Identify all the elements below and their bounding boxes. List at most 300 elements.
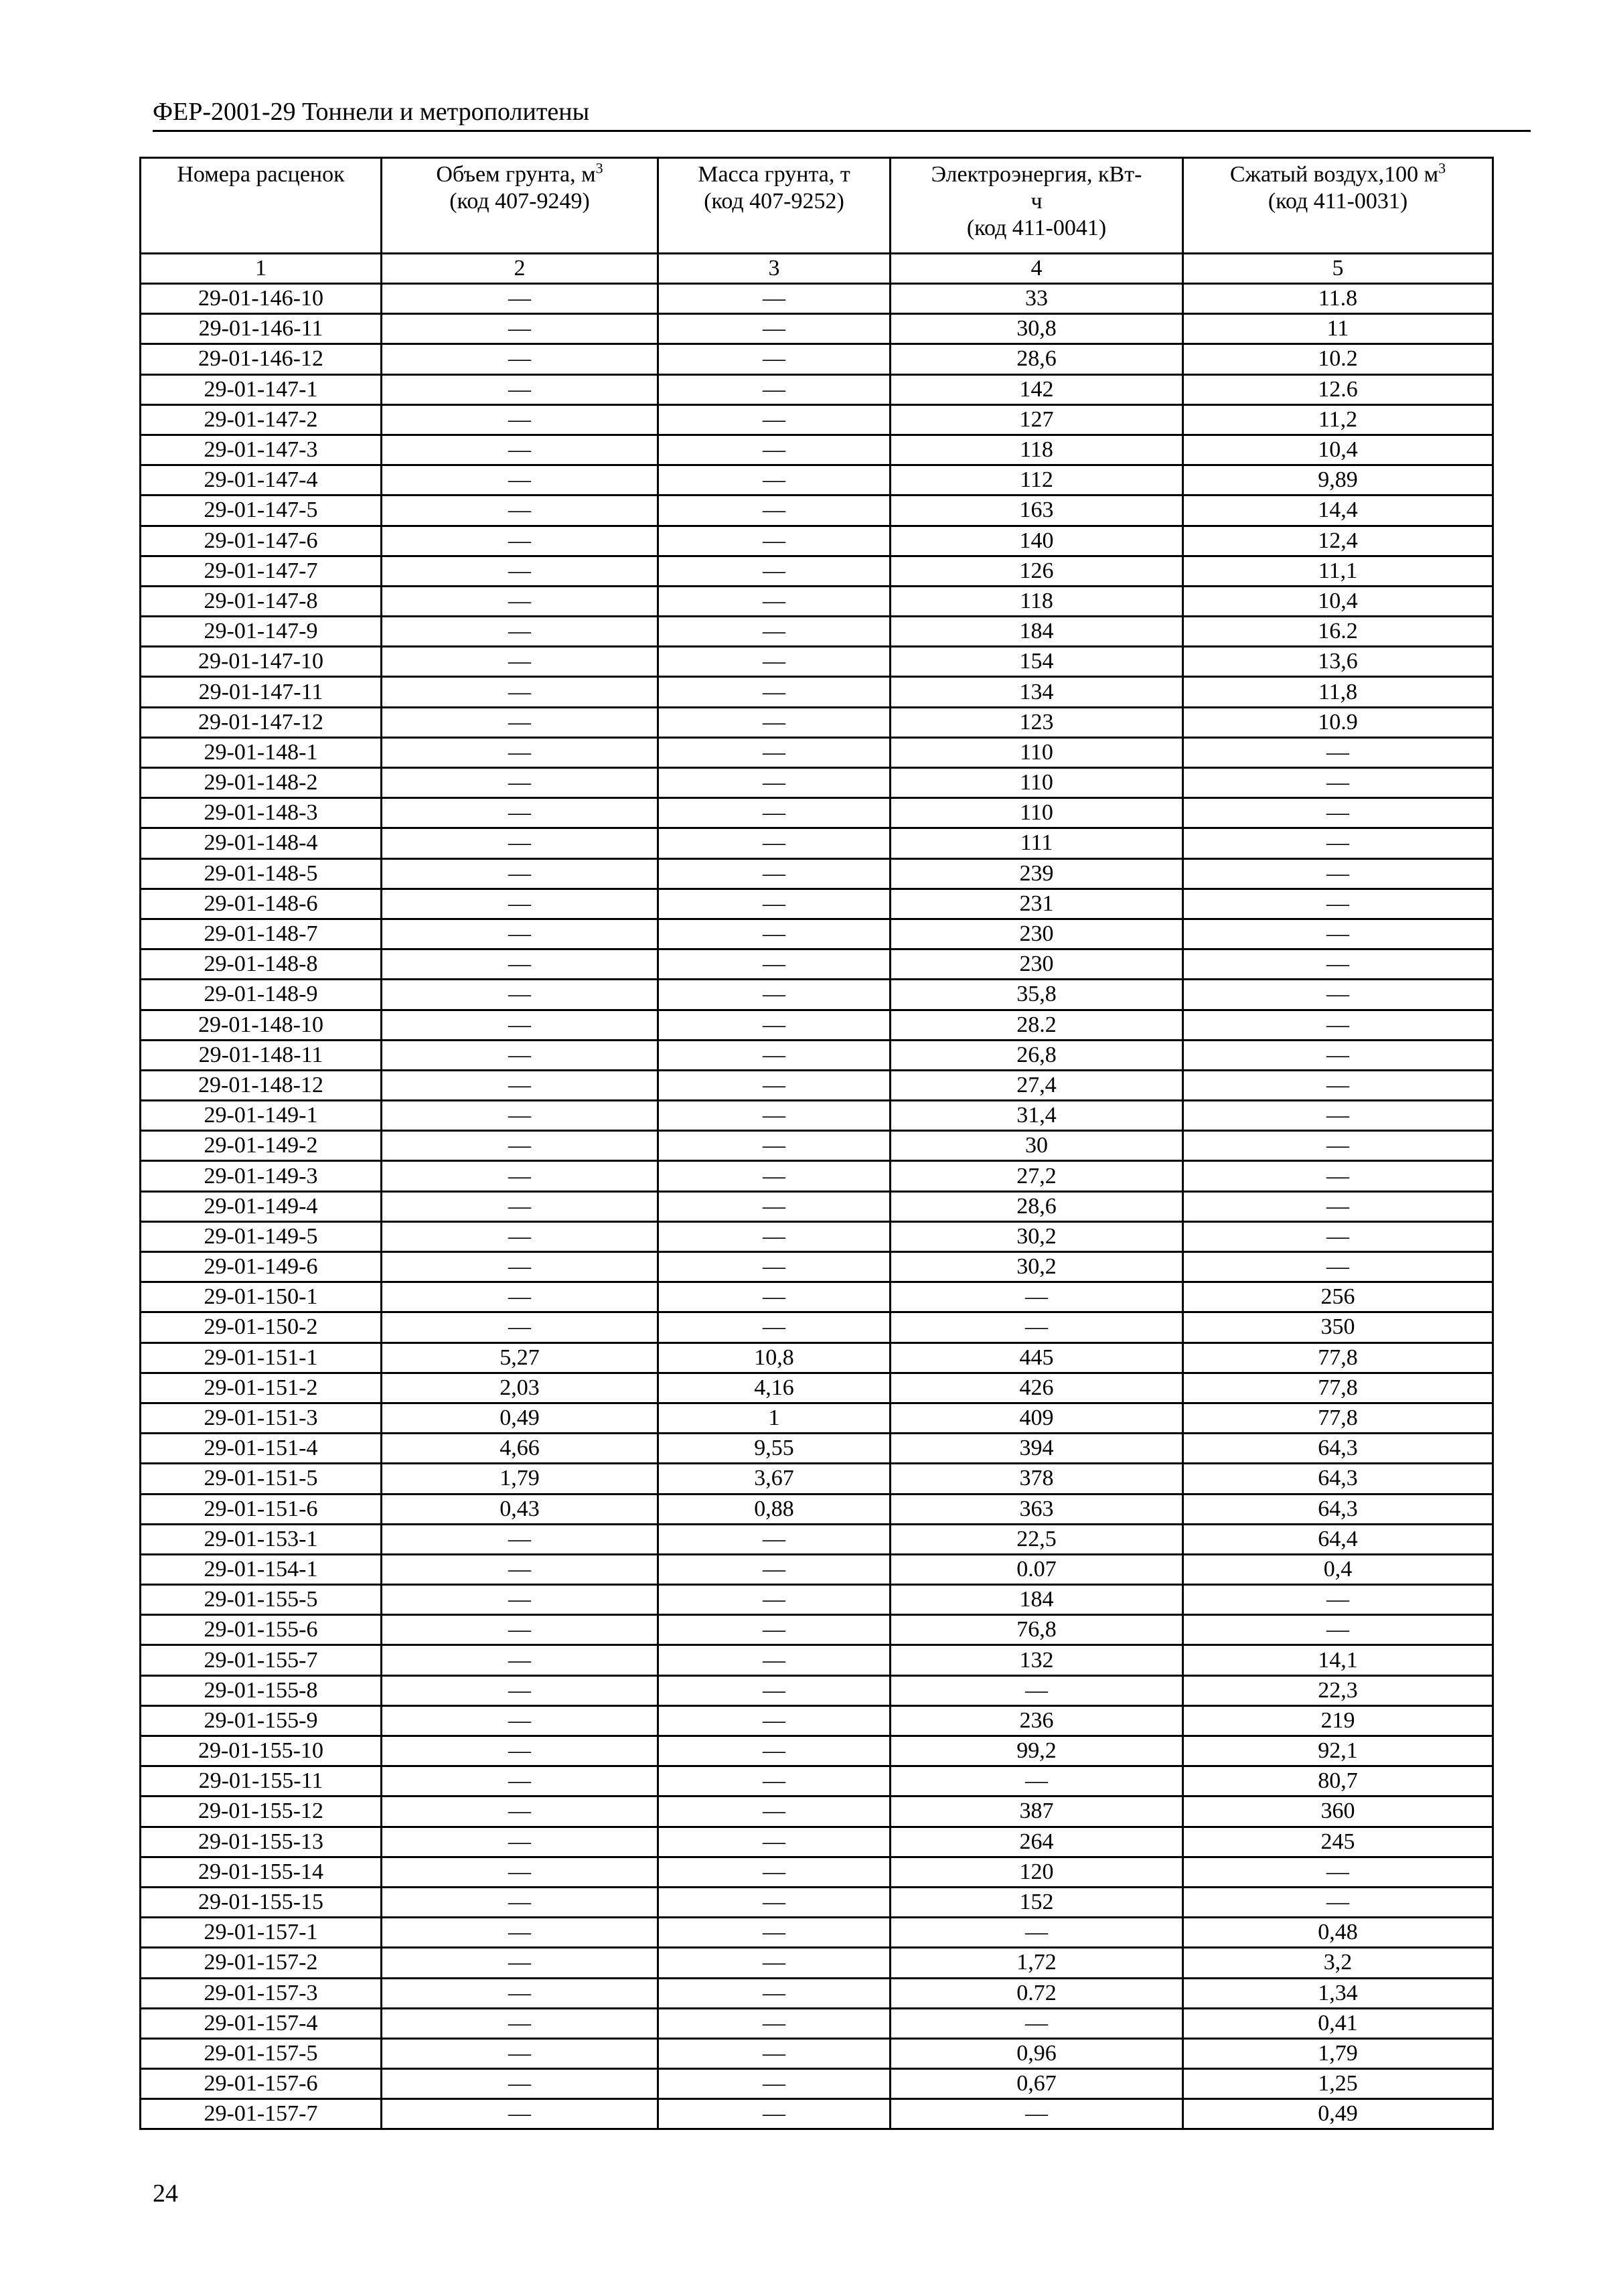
rate-number-cell: 29-01-149-6: [141, 1252, 382, 1282]
table-cell: —: [1183, 768, 1493, 798]
table-cell: —: [382, 647, 658, 677]
rate-number-cell: 29-01-154-1: [141, 1554, 382, 1584]
rate-number-cell: 29-01-155-14: [141, 1857, 382, 1887]
rate-number-cell: 29-01-147-6: [141, 526, 382, 556]
rate-number-cell: 29-01-148-11: [141, 1040, 382, 1070]
table-cell: 10.9: [1183, 707, 1493, 737]
table-row: [141, 1010, 1493, 1040]
table-cell: —: [382, 1736, 658, 1766]
table-cell: 77,8: [1183, 1373, 1493, 1403]
table-body: [141, 284, 1493, 2129]
table-cell: —: [891, 1282, 1183, 1312]
table-cell: —: [382, 586, 658, 616]
rate-number-cell: 29-01-149-5: [141, 1221, 382, 1251]
table-cell: —: [658, 1887, 891, 1917]
table-row: [141, 1434, 1493, 1464]
rate-number-cell: 29-01-149-2: [141, 1131, 382, 1161]
rate-number-cell: 29-01-147-7: [141, 556, 382, 586]
rate-number-cell: 29-01-155-5: [141, 1585, 382, 1615]
table-cell: —: [1183, 1131, 1493, 1161]
table-cell: —: [658, 435, 891, 465]
rate-number-cell: 29-01-149-1: [141, 1101, 382, 1131]
rate-number-cell: 29-01-147-12: [141, 707, 382, 737]
table-row: [141, 828, 1493, 858]
table-cell: —: [658, 404, 891, 435]
table-row: [141, 1403, 1493, 1433]
table-cell: 76,8: [891, 1615, 1183, 1645]
table-row: [141, 2008, 1493, 2038]
table-cell: 1,72: [891, 1948, 1183, 1978]
table-cell: —: [382, 1161, 658, 1191]
table-cell: —: [1183, 1040, 1493, 1070]
rate-number-cell: 29-01-155-11: [141, 1766, 382, 1796]
table-cell: —: [658, 798, 891, 828]
table-row: [141, 1161, 1493, 1191]
table-cell: —: [1183, 1585, 1493, 1615]
rate-number-cell: 29-01-150-2: [141, 1312, 382, 1343]
table-row: [141, 284, 1493, 314]
table-cell: 0,49: [1183, 2099, 1493, 2129]
table-cell: —: [1183, 858, 1493, 889]
header-line: (код 407-9252): [704, 189, 844, 214]
table-cell: —: [1183, 1070, 1493, 1100]
table-cell: 3,67: [658, 1464, 891, 1494]
table-cell: 11,1: [1183, 556, 1493, 586]
table-cell: —: [1183, 949, 1493, 980]
table-cell: 110: [891, 737, 1183, 767]
table-cell: —: [382, 889, 658, 919]
table-cell: —: [658, 374, 891, 404]
table-row: [141, 1494, 1493, 1524]
table-cell: —: [382, 2099, 658, 2129]
table-row: [141, 314, 1493, 344]
table-cell: —: [1183, 1615, 1493, 1645]
rate-number-cell: 29-01-148-5: [141, 858, 382, 889]
header-line: ч: [1030, 189, 1043, 214]
table-row: [141, 1615, 1493, 1645]
document-title: ФЕР-2001-29 Тоннели и метрополитены: [153, 98, 590, 126]
table-row: [141, 1645, 1493, 1675]
table-cell: 264: [891, 1827, 1183, 1857]
table-cell: —: [1183, 828, 1493, 858]
table-cell: —: [382, 1948, 658, 1978]
rate-number-cell: 29-01-148-12: [141, 1070, 382, 1100]
header-line: Номера расценок: [177, 162, 345, 187]
table-cell: 14,4: [1183, 495, 1493, 526]
rate-number-cell: 29-01-147-11: [141, 677, 382, 707]
table-cell: 30: [891, 1131, 1183, 1161]
table-row: [141, 1343, 1493, 1373]
table-cell: —: [382, 495, 658, 526]
table-cell: —: [1183, 919, 1493, 949]
rate-number-cell: 29-01-148-2: [141, 768, 382, 798]
table-cell: 445: [891, 1343, 1183, 1373]
table-cell: —: [382, 1796, 658, 1827]
table-cell: 142: [891, 374, 1183, 404]
table-cell: 126: [891, 556, 1183, 586]
column-number: 5: [1183, 254, 1493, 284]
table-cell: —: [382, 1887, 658, 1917]
table-cell: —: [891, 1675, 1183, 1705]
table-cell: 163: [891, 495, 1183, 526]
table-row: [141, 617, 1493, 647]
table-cell: —: [382, 707, 658, 737]
table-cell: —: [382, 1010, 658, 1040]
table-cell: 0,41: [1183, 2008, 1493, 2038]
rate-number-cell: 29-01-151-6: [141, 1494, 382, 1524]
table-cell: 0,48: [1183, 1918, 1493, 1948]
table-cell: 1: [658, 1403, 891, 1433]
rate-number-cell: 29-01-147-1: [141, 374, 382, 404]
table-cell: 111: [891, 828, 1183, 858]
table-cell: 350: [1183, 1312, 1493, 1343]
table-cell: —: [382, 737, 658, 767]
table-row: [141, 2069, 1493, 2099]
table-cell: 27,4: [891, 1070, 1183, 1100]
table-cell: 30,8: [891, 314, 1183, 344]
table-cell: —: [382, 1252, 658, 1282]
table-cell: 127: [891, 404, 1183, 435]
table-cell: —: [382, 2038, 658, 2068]
table-cell: 10.2: [1183, 344, 1493, 374]
table-row: [141, 949, 1493, 980]
table-cell: 236: [891, 1705, 1183, 1736]
table-cell: —: [1183, 1857, 1493, 1887]
table-cell: —: [658, 707, 891, 737]
table-cell: —: [382, 314, 658, 344]
rate-number-cell: 29-01-157-5: [141, 2038, 382, 2068]
table-row: [141, 1705, 1493, 1736]
rate-number-cell: 29-01-157-3: [141, 1978, 382, 2008]
table-cell: —: [1183, 798, 1493, 828]
table-cell: —: [658, 647, 891, 677]
rate-number-cell: 29-01-155-9: [141, 1705, 382, 1736]
table-cell: 0.07: [891, 1554, 1183, 1584]
rate-number-cell: 29-01-155-10: [141, 1736, 382, 1766]
table-cell: 9,89: [1183, 465, 1493, 495]
table-cell: 0,67: [891, 2069, 1183, 2099]
table-cell: —: [1183, 1010, 1493, 1040]
table-cell: —: [1183, 1887, 1493, 1917]
table-cell: —: [658, 344, 891, 374]
column-header-rate-numbers: [141, 158, 382, 254]
table-cell: —: [658, 1736, 891, 1766]
rate-number-cell: 29-01-155-7: [141, 1645, 382, 1675]
table-row: [141, 586, 1493, 616]
table-cell: 31,4: [891, 1101, 1183, 1131]
table-cell: 2,03: [382, 1373, 658, 1403]
table-cell: 0.72: [891, 1978, 1183, 2008]
table-cell: 0,4: [1183, 1554, 1493, 1584]
rate-number-cell: 29-01-146-12: [141, 344, 382, 374]
table-cell: —: [382, 1070, 658, 1100]
column-number-row: [141, 254, 1493, 284]
table-row: [141, 1675, 1493, 1705]
rate-number-cell: 29-01-146-11: [141, 314, 382, 344]
table-cell: 118: [891, 586, 1183, 616]
table-cell: —: [382, 1131, 658, 1161]
table-row: [141, 1766, 1493, 1796]
table-cell: 28.2: [891, 1010, 1183, 1040]
table-cell: —: [891, 2008, 1183, 2038]
table-row: [141, 1827, 1493, 1857]
table-cell: —: [382, 435, 658, 465]
table-cell: 0,96: [891, 2038, 1183, 2068]
table-cell: —: [658, 1070, 891, 1100]
table-row: [141, 677, 1493, 707]
table-cell: —: [658, 1101, 891, 1131]
table-cell: —: [658, 1766, 891, 1796]
table-row: [141, 919, 1493, 949]
table-cell: 99,2: [891, 1736, 1183, 1766]
table-cell: —: [658, 1978, 891, 2008]
table-cell: —: [658, 1282, 891, 1312]
table-cell: 231: [891, 889, 1183, 919]
table-cell: 14,1: [1183, 1645, 1493, 1675]
table-cell: 0,49: [382, 1403, 658, 1433]
table-cell: —: [658, 1010, 891, 1040]
header-line: [1184, 161, 1492, 188]
table-cell: 1,34: [1183, 1978, 1493, 2008]
table-cell: —: [382, 1040, 658, 1070]
table-cell: 10,4: [1183, 435, 1493, 465]
table-cell: 77,8: [1183, 1343, 1493, 1373]
rate-number-cell: 29-01-151-3: [141, 1403, 382, 1433]
table-cell: —: [382, 858, 658, 889]
table-cell: 33: [891, 284, 1183, 314]
table-cell: —: [382, 828, 658, 858]
table-cell: —: [1183, 1252, 1493, 1282]
table-cell: —: [658, 495, 891, 526]
table-cell: —: [658, 1705, 891, 1736]
table-cell: 11: [1183, 314, 1493, 344]
table-cell: 64,4: [1183, 1524, 1493, 1554]
table-cell: 77,8: [1183, 1403, 1493, 1433]
table-row: [141, 1948, 1493, 1978]
table-cell: 64,3: [1183, 1464, 1493, 1494]
table-cell: —: [658, 1040, 891, 1070]
table-cell: —: [658, 1554, 891, 1584]
table-cell: 30,2: [891, 1221, 1183, 1251]
table-cell: 110: [891, 798, 1183, 828]
table-row: [141, 374, 1493, 404]
header-line: (код 407-9249): [449, 189, 590, 214]
table-cell: 110: [891, 768, 1183, 798]
table-cell: 426: [891, 1373, 1183, 1403]
header-line: Электроэнергия, кВт-: [931, 162, 1142, 187]
table-cell: —: [1183, 1161, 1493, 1191]
table-cell: —: [658, 314, 891, 344]
table-cell: —: [658, 1252, 891, 1282]
table-cell: 123: [891, 707, 1183, 737]
table-row: [141, 707, 1493, 737]
table-cell: —: [1183, 889, 1493, 919]
table-cell: —: [658, 1524, 891, 1554]
table-cell: 0,88: [658, 1494, 891, 1524]
table-cell: 22,5: [891, 1524, 1183, 1554]
table-cell: —: [382, 404, 658, 435]
table-cell: —: [658, 1615, 891, 1645]
table-cell: —: [658, 1675, 891, 1705]
table-cell: —: [382, 1282, 658, 1312]
table-cell: —: [382, 1554, 658, 1584]
rate-number-cell: 29-01-147-8: [141, 586, 382, 616]
header-line: (код 411-0031): [1268, 189, 1408, 214]
table-cell: —: [658, 556, 891, 586]
table-cell: —: [1183, 1221, 1493, 1251]
rate-number-cell: 29-01-151-5: [141, 1464, 382, 1494]
table-row: [141, 526, 1493, 556]
table-cell: —: [382, 1675, 658, 1705]
table-cell: 120: [891, 1857, 1183, 1887]
table-cell: —: [1183, 980, 1493, 1010]
table-row: [141, 2038, 1493, 2068]
table-row: [141, 1373, 1493, 1403]
table-header-row: [141, 158, 1493, 254]
table-row: [141, 1070, 1493, 1100]
table-cell: 118: [891, 435, 1183, 465]
table-cell: —: [658, 2038, 891, 2068]
header-line: (код 411-0041): [966, 216, 1107, 240]
table-cell: 11.8: [1183, 284, 1493, 314]
page-header: [153, 94, 1531, 132]
table-cell: —: [382, 677, 658, 707]
table-cell: —: [658, 2099, 891, 2129]
rates-table-container: [139, 157, 1492, 2130]
table-row: [141, 404, 1493, 435]
table-cell: 4,16: [658, 1373, 891, 1403]
table-cell: 0,43: [382, 1494, 658, 1524]
table-cell: —: [658, 1918, 891, 1948]
table-cell: —: [658, 1312, 891, 1343]
table-row: [141, 980, 1493, 1010]
table-cell: 30,2: [891, 1252, 1183, 1282]
table-cell: —: [658, 465, 891, 495]
header-line: [382, 161, 657, 188]
column-number: 3: [658, 254, 891, 284]
table-row: [141, 435, 1493, 465]
column-number: 1: [141, 254, 382, 284]
header-line: Масса грунта, т: [698, 162, 850, 187]
rate-number-cell: 29-01-157-4: [141, 2008, 382, 2038]
table-cell: —: [658, 1191, 891, 1221]
table-cell: —: [382, 1101, 658, 1131]
table-cell: —: [1183, 1191, 1493, 1221]
header-text: Объем грунта, м: [436, 162, 596, 187]
table-cell: —: [658, 617, 891, 647]
rate-number-cell: 29-01-149-3: [141, 1161, 382, 1191]
table-row: [141, 798, 1493, 828]
table-cell: 11,2: [1183, 404, 1493, 435]
rate-number-cell: 29-01-155-6: [141, 1615, 382, 1645]
table-row: [141, 889, 1493, 919]
table-cell: 12,4: [1183, 526, 1493, 556]
table-cell: 9,55: [658, 1434, 891, 1464]
table-cell: —: [891, 1766, 1183, 1796]
table-cell: 230: [891, 919, 1183, 949]
table-cell: 360: [1183, 1796, 1493, 1827]
table-cell: —: [382, 1705, 658, 1736]
rate-number-cell: 29-01-148-6: [141, 889, 382, 919]
table-cell: —: [658, 1948, 891, 1978]
rates-table: [139, 157, 1494, 2130]
table-row: [141, 737, 1493, 767]
table-cell: —: [658, 586, 891, 616]
table-cell: 112: [891, 465, 1183, 495]
table-cell: —: [382, 1766, 658, 1796]
table-row: [141, 1101, 1493, 1131]
column-header-electricity: [891, 158, 1183, 254]
table-cell: —: [658, 1827, 891, 1857]
rate-number-cell: 29-01-155-13: [141, 1827, 382, 1857]
superscript: 3: [595, 159, 603, 177]
table-cell: 1,79: [1183, 2038, 1493, 2068]
table-cell: —: [658, 828, 891, 858]
table-cell: 219: [1183, 1705, 1493, 1736]
table-cell: 184: [891, 1585, 1183, 1615]
table-cell: —: [891, 1918, 1183, 1948]
table-cell: —: [658, 2069, 891, 2099]
rate-number-cell: 29-01-155-15: [141, 1887, 382, 1917]
table-row: [141, 1918, 1493, 1948]
table-cell: 152: [891, 1887, 1183, 1917]
table-cell: —: [658, 949, 891, 980]
table-cell: —: [382, 1585, 658, 1615]
rate-number-cell: 29-01-147-4: [141, 465, 382, 495]
table-cell: —: [891, 1312, 1183, 1343]
table-cell: 4,66: [382, 1434, 658, 1464]
table-cell: —: [658, 1796, 891, 1827]
table-cell: —: [382, 980, 658, 1010]
table-row: [141, 768, 1493, 798]
rate-number-cell: 29-01-153-1: [141, 1524, 382, 1554]
table-row: [141, 556, 1493, 586]
table-row: [141, 1040, 1493, 1070]
table-cell: 230: [891, 949, 1183, 980]
table-cell: —: [382, 617, 658, 647]
table-cell: —: [1183, 1101, 1493, 1131]
rate-number-cell: 29-01-147-5: [141, 495, 382, 526]
table-cell: —: [382, 1221, 658, 1251]
table-cell: —: [658, 2008, 891, 2038]
rate-number-cell: 29-01-147-2: [141, 404, 382, 435]
rate-number-cell: 29-01-157-7: [141, 2099, 382, 2129]
table-cell: —: [658, 768, 891, 798]
rate-number-cell: 29-01-148-9: [141, 980, 382, 1010]
table-cell: 134: [891, 677, 1183, 707]
column-number: 2: [382, 254, 658, 284]
table-cell: 27,2: [891, 1161, 1183, 1191]
table-cell: 245: [1183, 1827, 1493, 1857]
table-cell: —: [382, 284, 658, 314]
column-header-soil-mass: [658, 158, 891, 254]
table-cell: —: [382, 526, 658, 556]
table-cell: —: [382, 465, 658, 495]
rate-number-cell: 29-01-155-8: [141, 1675, 382, 1705]
table-cell: 140: [891, 526, 1183, 556]
table-cell: —: [658, 1221, 891, 1251]
table-row: [141, 1221, 1493, 1251]
table-cell: 26,8: [891, 1040, 1183, 1070]
table-row: [141, 1282, 1493, 1312]
table-cell: —: [658, 1645, 891, 1675]
table-cell: —: [658, 919, 891, 949]
table-row: [141, 344, 1493, 374]
table-row: [141, 1796, 1493, 1827]
header-text: Сжатый воздух,100 м: [1229, 162, 1439, 187]
table-cell: 80,7: [1183, 1766, 1493, 1796]
table-cell: 10,8: [658, 1343, 891, 1373]
